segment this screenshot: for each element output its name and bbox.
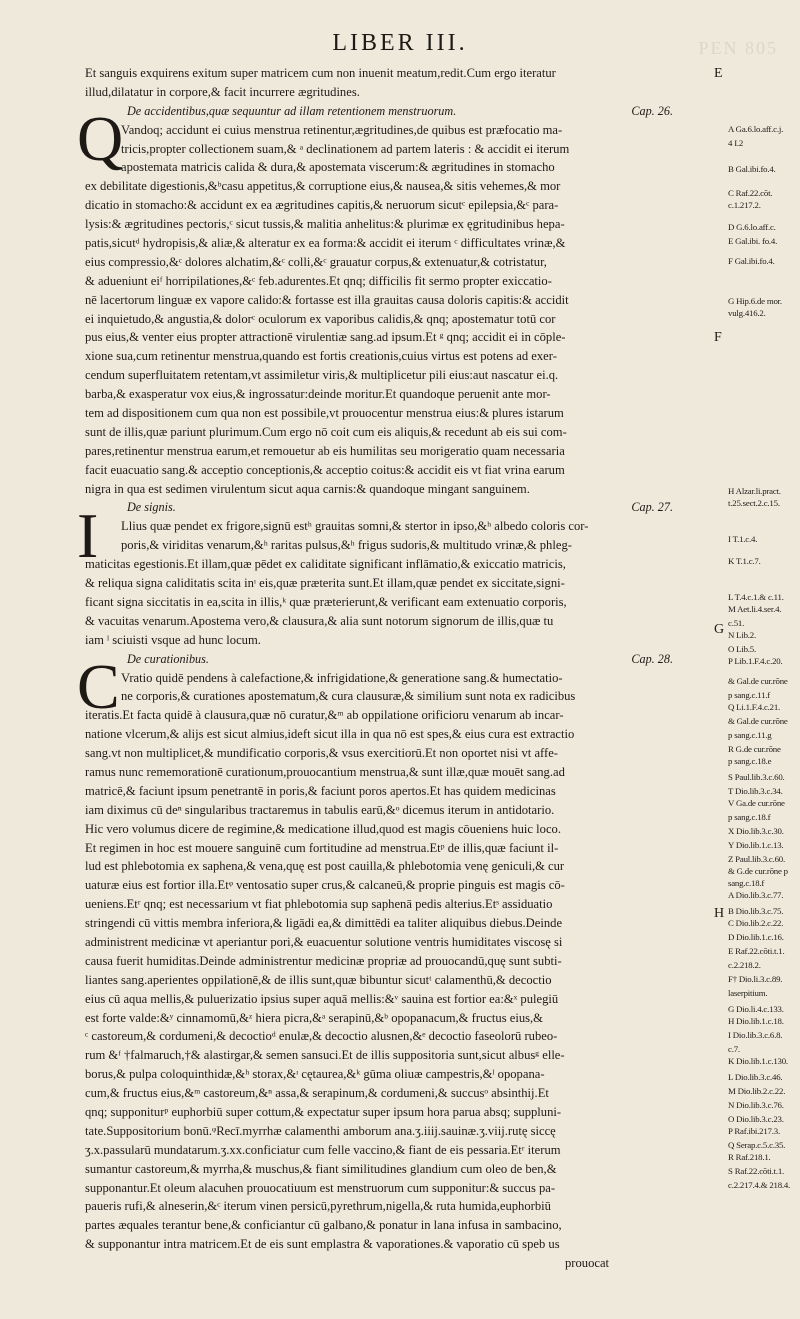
chapter-title: De signis. — [127, 500, 176, 515]
margin-note: M Aet.li.4.ser.4. — [728, 604, 782, 614]
text-line: causa fuerit humiditas.Deinde administrentur medicinæ propriæ ad prouocandū,quę sunt subti- — [85, 953, 562, 968]
text-line: facit euacuatio sang.& acceptio conceptionis,& acceptio coitus:& accidit eis vt fiat vrina earum — [85, 462, 565, 477]
text-line: sang.vt non multiplicet,& mundificatio corporis,& vsus exercitiorū.Et non oportet nisi vt affe- — [85, 746, 558, 761]
text-line: cum,& fructus eius,&ᵐ castoreum,&ⁿ assa,& serapinum,& cordumeni,& succusᵒ absinthij.Et — [85, 1086, 549, 1101]
margin-note: D Dio.lib.1.c.16. — [728, 932, 784, 942]
margin-note: c.7. — [728, 1044, 740, 1054]
text-line: Vandoq; accidunt ei cuius menstrua retinentur,ægritudines,de quibus est præfocatio ma- — [121, 122, 563, 137]
drop-capital: I — [77, 499, 99, 571]
text-line: Llius quæ pendet ex frigore,signū estʰ grauitas somni,& stertor in ipso,&ʰ albedo coloris cor- — [121, 519, 589, 534]
text-line: & vacuitas venarum.Apostema vero,& clausura,& alia sunt notorum signorum de illis,quæ tu — [85, 613, 554, 628]
text-line: qnq; supponiturᵖ euphorbiū super cottum,& expectatur super ipsum hora parua absq; suppluni- — [85, 1104, 562, 1119]
text-line: prouocat — [565, 1256, 610, 1271]
text-line: Vratio quidē pendens à calefactione,& infrigidatione,& generatione sang.& humectatio- — [121, 670, 563, 685]
margin-note: 4 I.2 — [728, 138, 744, 148]
text-line: tricis,propter collectionem suam,& ᵃ declinationem ad partem lateris : & accidit ei iterum — [121, 141, 570, 156]
text-line: ʒ.x.passularū mundatarum.ʒ.xx.conficiatur cum felle vaccino,& fiant de eis pessaria.Etʳ iterum — [85, 1142, 561, 1157]
text-line: tate.Suppositorium bonū.ᵠRecī.myrrhæ calamenthi amborum ana.ʒ.iiij.sauinæ.ʒ.viij.rutę siccę — [85, 1123, 556, 1138]
margin-note: N Lib.2. — [728, 630, 756, 640]
text-line: Et regimen in hoc est mouere sanguinē cum fortitudine ad menstrua.Etᵖ de illis,quæ faciunt il- — [85, 840, 559, 855]
margin-note: G Dio.li.4.c.133. — [728, 1004, 784, 1014]
margin-note: N Dio.lib.3.c.76. — [728, 1100, 784, 1110]
text-line: borus,& pulpa coloquinthidæ,&ʰ storax,&ᶦ cętaurea,&ᵏ gūma oliuæ campestris,&ˡ opopana- — [85, 1067, 545, 1082]
margin-note: K T.1.c.7. — [728, 556, 761, 566]
margin-note: I T.1.c.4. — [728, 534, 758, 544]
chapter-heading — [85, 102, 713, 121]
margin-note: Y Dio.lib.1.c.13. — [728, 840, 784, 850]
margin-note: C Dio.lib.2.c.22. — [728, 918, 784, 928]
section-letter: E — [714, 66, 723, 81]
section-letter: H — [714, 906, 725, 921]
text-line: matricē,& faciunt ipsum penetrantē in poris,& faciunt poros apertos.Et has quidem medicinas — [85, 783, 556, 798]
text-line: dicatio in stomacho:& accidunt ex ea ægritudines capitis,& neruorum sicutᶜ epilepsia,&ᶜ para- — [85, 198, 559, 213]
text-line: rum &ᶠ †falmaruch,†& alastirgar,& semen sansuci.Et de illis suppositoria sunt,sicut albusᵍ elle- — [85, 1048, 565, 1063]
text-line: nigra in qua est sedimen virulentum sicut aqua carnis:& quandoque mingant sanguinem. — [85, 481, 530, 496]
chapter-heading — [85, 498, 713, 517]
margin-note: R G.de cur.rōne — [728, 744, 781, 754]
text-line: lysis:& ægritudines pectoris,ᶜ sicut tussis,& malitia anhelitus:& plurimæ ex ęgritudinibus hepa- — [85, 217, 565, 232]
chapter-number: Cap. 27. — [631, 500, 673, 515]
chapter-title: De accidentibus,quæ sequuntur ad illam retentionem menstruorum. — [127, 103, 457, 118]
text-line: partes æquales terantur bene,& conficiantur cū galbano,& ponatur in lana infusa in sambacino, — [85, 1218, 562, 1233]
margin-note: L Dio.lib.3.c.46. — [728, 1072, 783, 1082]
margin-note: B Dio.lib.3.c.75. — [728, 906, 784, 916]
margin-note: F† Dio.li.3.c.89. — [728, 974, 783, 984]
margin-note: B Gal.ibi.fo.4. — [728, 164, 776, 174]
margin-note: M Dio.lib.2.c.22. — [728, 1086, 786, 1096]
text-line: sumantur castoreum,& myrrha,& muschus,& fiant similitudines glandium cum oleo de ben,& — [85, 1161, 557, 1176]
text-line: natione vlcerum,& alijs est sicut almius,ideft sicut illa in qua nō est spes,& eius cura est extractio — [85, 727, 575, 742]
margin-note: & Gal.de cur.rōne — [728, 676, 788, 686]
chapter-title: De curationibus. — [127, 651, 209, 666]
text-line: nē lacertorum linguæ ex vapore calido:& fortasse est illa grauitas causa doloris capitis:& accidit — [85, 292, 569, 307]
margin-note: S Paul.lib.3.c.60. — [728, 772, 785, 782]
text-line: eius cū aqua mellis,& puluerizatio ipsius super aquā mellis:&ᵛ sauina est fortior ea:&ˣ pulegiū — [85, 991, 559, 1006]
margin-note: H Dio.lib.1.c.18. — [728, 1016, 784, 1026]
chapter-number: Cap. 28. — [631, 651, 673, 666]
margin-note: C Raf.22.cōt. — [728, 188, 773, 198]
text-line: tem ad dispositionem cum qua non est possibile,vt prouocentur menstrua eius:& plures istarum — [85, 406, 564, 421]
text-line: Hic vero volumus dicere de regimine,& medicatione illud,quod est magis cōueniens huic loco. — [85, 821, 561, 836]
margin-note: H Alzar.li.pract. — [728, 486, 781, 496]
text-line: supponantur.Et oleum alacuhen prouocatiuum est menstruorum cum supponitur:& succus pa- — [85, 1180, 556, 1195]
margin-note: R Raf.218.1. — [728, 1152, 771, 1162]
text-line: illud,dilatatur in corpore,& facit incurrere ægritudines. — [85, 84, 360, 99]
text-line: ne corporis,& curationes apostematum,& cura clausuræ,& similium sunt nota ex radicibus — [121, 689, 576, 704]
margin-note: O Dio.lib.3.c.23. — [728, 1114, 784, 1124]
margin-note: E Gal.ibi. fo.4. — [728, 236, 778, 246]
section-letter: G — [714, 622, 725, 637]
margin-note: & Gal.de cur.rōne — [728, 716, 788, 726]
text-line: patis,sicutᵈ hydropisis,& aliæ,& alteratur ex ea forma:& accidit ei iterum ᶜ difficultates vrinæ,& — [85, 236, 566, 251]
margin-note: laserpitium. — [728, 988, 768, 998]
text-line: paueris rufi,& alneserin,&ᶜ iterum vinen persicū,pyrethrum,nigella,& ruta humida,euphorbiū — [85, 1199, 551, 1214]
text-line: ᶜ castoreum,& cordumeni,& decoctioᵈ enulæ,& decoctio alusnen,&ᵉ decoctio faseolorū rubeo- — [85, 1029, 558, 1044]
margin-note: A Ga.6.lo.aff.c.j. — [728, 124, 784, 134]
text-line: & reliqua signa caliditatis scita inᶦ eis,quæ præterita sunt.Et illam,quæ pendet ex siccitate,signi- — [85, 576, 565, 591]
text-line: stringendi cū vittis membra inferiora,& ligādi ea,& dimittēdi ea taliter aliquibus diebus.Deinde — [85, 916, 563, 931]
text-line: ficant signa siccitatis in ea,scita in illis,ᵏ quæ præterierunt,& verificant eam extenuatio corporis, — [85, 594, 567, 609]
text-line: apostemata matricis calida & dura,& apostemata viscerum:& ægritudines in stomacho — [121, 160, 555, 175]
margin-note: E Raf.22.cōti.t.1. — [728, 946, 785, 956]
text-line: pus eius,& venter eius propter attractionē virulentiæ sang.ad ipsum.Et ᵍ qnq; accidit ei in cōple- — [85, 330, 566, 345]
text-line: est forte valde:&ʸ cinnamomū,&ᶻ hiera picra,&ᵃ serapinū,&ᵇ opopanacum,& fructus eius,& — [85, 1010, 543, 1025]
margin-note: c.1.217.2. — [728, 200, 761, 210]
text-line: ueniens.Etʳ qnq; est necessarium vt fiat phlebotomia sup saphenā pedis alterius.Etˢ assiduatio — [85, 897, 553, 912]
margin-note: O Lib.5. — [728, 644, 756, 654]
text-line: xione sua,cum retinentur menstrua,quando est fortis creationis,cuius virtus est potens ad exer- — [85, 349, 557, 364]
text-line: iam diximus cū deⁿ singularibus tractaremus in tabulis earū,&ᵒ dicemus iterum in antidotario. — [85, 802, 555, 817]
margin-note: p sang.c.18.f — [728, 812, 771, 822]
margin-note: Q Li.1.F.4.c.21. — [728, 702, 781, 712]
margin-note: T Dio.lib.3.c.34. — [728, 786, 783, 796]
text-line: & supponantur intra matricem.Et de eis sunt emplastra & vaporationes.& vaporatio cū speb us — [85, 1237, 560, 1252]
margin-note: P Raf.ibi.217.3. — [728, 1126, 780, 1136]
margin-note: I Dio.lib.3.c.6.8. — [728, 1030, 783, 1040]
text-line: poris,& viriditas venarum,&ʰ raritas pulsus,&ʰ frigus sudoris,& multitudo vrinæ,& phleg- — [121, 538, 572, 553]
text-line: liantes sang.aperientes oppilationē,& de illis sunt,quæ bibuntur sicutᵗ calamenthū,& decoctio — [85, 972, 552, 987]
margin-note: P Lib.1.F.4.c.20. — [728, 656, 783, 666]
main-text-block — [77, 64, 713, 1273]
text-line: Et sanguis exquirens exitum super matricem cum non inuenit meatum,redit.Cum ergo iteratur — [85, 66, 556, 80]
margin-note: t.25.sect.2.c.15. — [728, 498, 780, 508]
text-line: pares,retinentur menstrua earum,et remouetur ab eis humilitas seu morigeratio quam necessaria — [85, 443, 565, 458]
text-line: & adueniunt eiᶠ horripilationes,&ᶜ feb.adurentes.Et qnq; difficilis fit sermo propter exiccatio- — [85, 273, 552, 288]
margin-note: p sang.c.11.g — [728, 730, 772, 740]
section-letter: F — [714, 330, 722, 345]
text-line: lud est phlebotomia ex saphena,& vena,quę est post cauilla,& phlebotomia venę geniculi,& cur — [85, 859, 565, 874]
drop-capital: C — [77, 650, 120, 722]
text-line: ramus nunc rememorationē curationum,prouocantium menstrua,& sunt illæ,quæ mouēt sang.ad — [85, 764, 565, 779]
text-line: barba,& exasperatur vox eius,& ingrossatur:deinde moritur.Et quandoque peruenit ante mor- — [85, 387, 551, 402]
drop-capital: Q — [77, 102, 124, 174]
chapter-number: Cap. 26. — [631, 103, 673, 118]
text-line: ei inquietudo,& angustia,& dolorᶜ oculorum ex vaporibus calidis,& qnq; apostematur totū cor — [85, 311, 556, 326]
margin-note: c.51. — [728, 618, 745, 628]
bleed-through-text: PEN 805 — [698, 38, 778, 58]
margin-note: & G.de cur.rōne p — [728, 866, 788, 876]
margin-note: V Ga.de cur.rōne — [728, 798, 785, 808]
margin-note: sang.c.18.f — [728, 878, 765, 888]
text-line: maticitas egestionis.Et illam,quæ pēdet ex caliditate significant inflāmatio,& exiccatio matricis, — [85, 557, 566, 572]
margin-note: S Raf.22.cōti.t.1. — [728, 1166, 785, 1176]
margin-note: vulg.416.2. — [728, 308, 766, 318]
text-line: iteratis.Et facta quidē à clausura,quæ nō curatur,&ᵐ ab oppilatione orificioru venarum ab incar- — [85, 708, 564, 723]
text-line: iam ˡ sciuisti vsque ad hunc locum. — [85, 632, 261, 647]
margin-note: Q Serap.c.5.c.35. — [728, 1140, 786, 1150]
chapter-heading — [85, 650, 713, 669]
text-line: sunt de illis,quæ pariunt plurimum.Cum ergo nō coit cum eis aliquis,& recedunt ab eis sui com- — [85, 424, 567, 439]
text-line: administrent medicinæ vt aperiantur pori,& euacuentur solutione ventris humiditates viscosę si — [85, 934, 563, 949]
margin-note: K Dio.lib.1.c.130. — [728, 1056, 788, 1066]
text-line: eius compressio,&ᶜ dolores alchatim,&ᶜ colli,&ᶜ grauatur corpus,& extenuatur,& cotristatur, — [85, 254, 547, 269]
margin-note: F Gal.ibi.fo.4. — [728, 256, 775, 266]
margin-note: A Dio.lib.3.c.77. — [728, 890, 784, 900]
margin-note: G Hip.6.de mor. — [728, 296, 782, 306]
running-head: LIBER III. — [332, 30, 468, 56]
text-line: uaturæ eius est fortior illa.Etᵠ ventosatio super crus,& calcaneū,& proprie pinguis est magis cō- — [85, 878, 565, 893]
margin-note: L T.4.c.1.& c.11. — [728, 592, 784, 602]
margin-note: D G.6.lo.aff.c. — [728, 222, 776, 232]
margin-note: Z Paul.lib.3.c.60. — [728, 854, 785, 864]
text-line: ex debilitate digestionis,&ᵇcasu appetitus,& corruptione eius,& nausea,& sitis vehemes,& mor — [85, 179, 561, 194]
margin-note: p sang.c.18.e — [728, 756, 772, 766]
text-line: cendum superfluitatem retentam,vt assimiletur viris,& multiplicetur pili eius:aut nascatur ei.q. — [85, 368, 559, 383]
margin-note: c.2.217.4.& 218.4. — [728, 1180, 791, 1190]
margin-note: X Dio.lib.3.c.30. — [728, 826, 784, 836]
margin-note: p sang.c.11.f — [728, 690, 771, 700]
margin-note: c.2.218.2. — [728, 960, 761, 970]
